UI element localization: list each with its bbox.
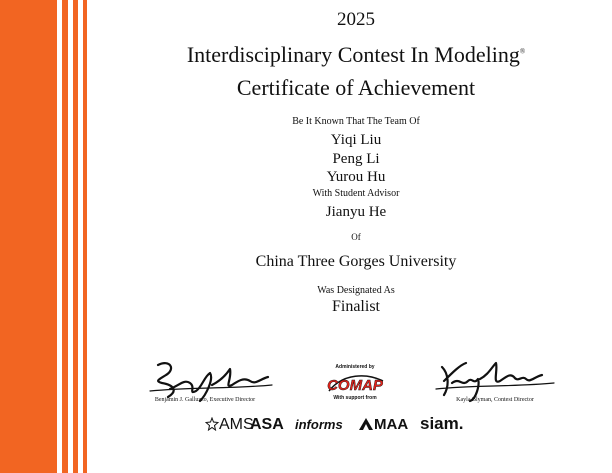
team-member: Peng Li <box>332 151 380 167</box>
contest-director-caption: Kayla Blyman, Contest Director <box>456 397 534 403</box>
comap-logo-text: COMAP <box>327 377 383 394</box>
sponsor-logos <box>205 413 505 437</box>
informs-logo: informs <box>295 417 343 432</box>
advisor-label: With Student Advisor <box>312 188 400 199</box>
certificate-heading: Certificate of Achievement <box>236 75 476 100</box>
team-member: Yurou Hu <box>326 169 386 185</box>
of-label: Of <box>351 232 361 242</box>
certificate-content <box>100 0 612 473</box>
stripe-2 <box>73 0 78 473</box>
administration-block <box>290 364 420 401</box>
contest-name: Interdisciplinary Contest In Modeling <box>186 42 520 67</box>
institution-name: China Three Gorges University <box>255 253 457 270</box>
team-member: Yiqi Liu <box>330 132 382 148</box>
siam-logo: siam. <box>420 414 464 433</box>
designation-value: Finalist <box>331 298 380 315</box>
asa-logo: ASA <box>250 416 284 433</box>
stripe-1 <box>62 0 68 473</box>
ams-logo-text: AMS <box>219 416 254 433</box>
intro-text: Be It Known That The Team Of <box>292 116 420 127</box>
ams-logo <box>205 416 254 434</box>
registered-mark: ® <box>519 47 526 56</box>
maa-logo <box>358 416 408 433</box>
stripe-3 <box>83 0 87 473</box>
maa-emblem-icon <box>358 417 374 431</box>
executive-director-caption: Benjamin J. Galluzzo, Executive Director <box>154 397 256 403</box>
decorative-stripes <box>0 0 100 473</box>
administered-by-label: Administered by <box>335 364 375 370</box>
ams-emblem-icon <box>205 417 219 431</box>
contest-title <box>100 42 612 68</box>
support-label: With support from <box>333 395 377 401</box>
maa-logo-text: MAA <box>374 416 409 433</box>
comap-logo <box>323 371 387 395</box>
stripe-wide <box>0 0 57 473</box>
advisor-name: Jianyu He <box>325 204 387 220</box>
designation-label: Was Designated As <box>317 285 395 296</box>
certificate-year: 2025 <box>337 9 375 30</box>
